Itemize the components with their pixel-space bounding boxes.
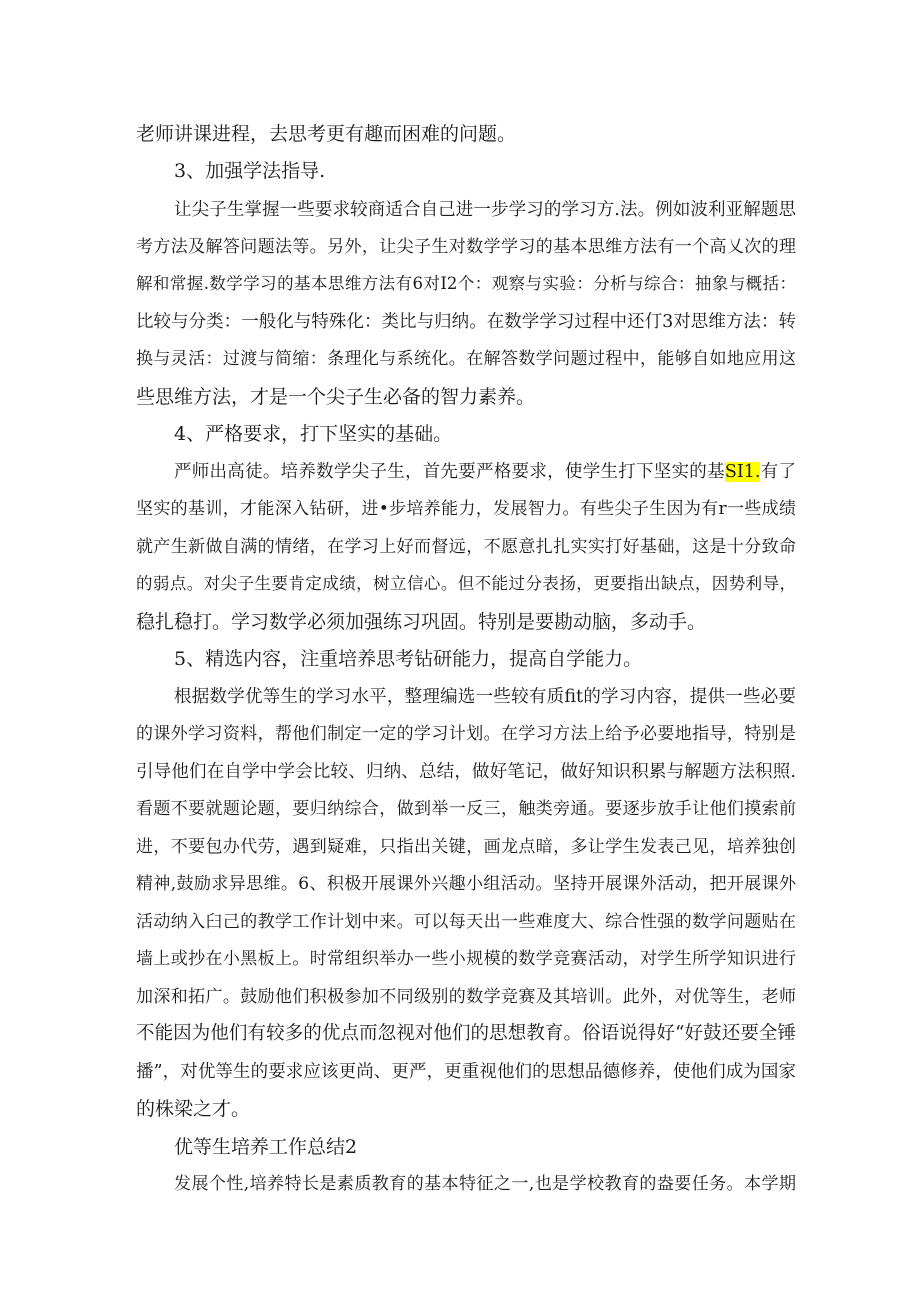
highlighted-text: SI1. (724, 462, 761, 482)
paragraph-line (136, 232, 796, 262)
line-text: 播”，对优等生的要求应该更尚、更严，更重视他们的思想品德修养，使他们成为国家 (136, 1062, 796, 1082)
line-text: 3、加强学法指导. (174, 160, 326, 182)
section-heading (174, 156, 796, 186)
paragraph-line (136, 907, 796, 937)
paragraph-line (136, 569, 796, 599)
paragraph-line (136, 344, 796, 374)
line-text: 的株梁之才。 (136, 1098, 251, 1120)
line-text: 有了 (760, 462, 796, 482)
paragraph-line (136, 119, 796, 149)
paragraph-line (136, 794, 796, 824)
line-text: 坚实的基训，才能深入钻研，进•步培养能力，发展智力。有些尖子生因为有r一些成绩 (136, 499, 796, 519)
paragraph-line (136, 869, 796, 899)
paragraph-line (136, 494, 796, 524)
line-text: 活动纳入臼己的教学工作计划中来。可以每天出一些难度大、综合性强的数学问题贴在 (136, 912, 796, 932)
paragraph-line (136, 982, 796, 1012)
paragraph-line (174, 1169, 796, 1199)
line-text: 比较与分类：一般化与特殊化：类比与归纳。在数学学习过程中还仃3对思维方法：转 (136, 312, 796, 332)
paragraph-line (174, 195, 796, 225)
paragraph-line (136, 382, 796, 412)
paragraph-line (174, 457, 796, 487)
line-text: 让尖子生掌握一些要求较商适合自己进一步学习的学习方.法。例如波利亚解题思 (174, 200, 796, 220)
line-text: 5、精选内容，注重培养思考钻研能力，提高自学能力。 (174, 648, 643, 670)
line-text: 老师讲课进程，去思考更有趣而困难的问题。 (136, 123, 517, 145)
line-text: 些思维方法，才是一个尖子生必备的智力素养。 (136, 386, 536, 408)
line-text: 优等生培养工作总结2 (174, 1136, 358, 1158)
line-text: 就产生新做自满的情绪，在学习上好而督远，不愿意扎扎实实打好基础，这是十分致命 (136, 537, 796, 557)
paragraph-line (136, 1057, 796, 1087)
line-text: 稳扎稳打。学习数学必须加强练习巩固。特别是要勘动脑，多动手。 (136, 611, 707, 633)
line-text: 引导他们在自学中学会比较、归纳、总结，做好笔记，做好知识积累与解题方法积照. (136, 762, 796, 782)
line-text: 严师出高徒。培养数学尖子生，首先要严格要求，使学生打下坚实的基 (174, 462, 725, 482)
line-text: 的课外学习资料，帮他们制定一定的学习计划。在学习方法上给予必要地指导，特别是 (136, 724, 796, 744)
paragraph-line (136, 944, 796, 974)
section-heading (174, 419, 796, 449)
line-text: 加深和拓广。鼓励他们积极参加不同级别的数学竞赛及其培训。此外，对优等生，老师 (136, 987, 796, 1007)
paragraph-line (136, 307, 796, 337)
paragraph-line (136, 757, 796, 787)
line-text: 墙上或抄在小黑板上。时常组织举办一些小规模的数学竞赛活动，对学生所学知识进行 (136, 949, 796, 969)
line-text: 根据数学优等生的学习水平，整理编选一些较有质fit的学习内容，提供一些必要 (174, 687, 796, 707)
paragraph-line (136, 1094, 796, 1124)
section-heading (174, 644, 796, 674)
line-text: 进，不要包办代劳，遇到疑难，只指出关键，画龙点暗，多让学生发表己见，培养独创 (136, 837, 796, 857)
paragraph-line (136, 832, 796, 862)
line-text: 精神,鼓励求异思维。6、积极开展课外兴趣小组活动。坚持开展课外活动，把开展课外 (136, 874, 796, 894)
line-text: 考方法及解答问题法等。另外，让尖子生对数学学习的基本思维方法有一个高乂次的理 (136, 237, 796, 257)
section-title (174, 1132, 796, 1162)
line-text: 看题不要就题论题，要归纳综合，做到举一反三，触类旁通。要逐步放手让他们摸索前 (136, 799, 796, 819)
line-text: 解和常握.数学学习的基本思维方法有6对I2个：观察与实验：分析与综合：抽象与概括： (136, 274, 796, 293)
line-text: 发展个性,培养特长是素质教育的基本特征之一,也是学校教育的盎要任务。本学期 (174, 1174, 796, 1194)
paragraph-line (136, 719, 796, 749)
paragraph-line (136, 607, 796, 637)
paragraph-line (136, 1019, 796, 1049)
line-text: 不能因为他们有较多的优点而忽视对他们的思想教育。俗语说得好“好鼓还要全锤 (136, 1023, 796, 1044)
paragraph-line (174, 682, 796, 712)
line-text: 换与灵活：过渡与简缩：条理化与系统化。在解答数学问题过程中，能够自如地应用这 (136, 349, 796, 369)
line-text: 4、严格要求，打下坚实的基础。 (174, 423, 453, 445)
paragraph-line (136, 532, 796, 562)
paragraph-line (136, 269, 796, 299)
line-text: 的弱点。对尖子生要肯定成绩，树立信心。但不能过分表扬，更要指出缺点，因势利导， (136, 574, 796, 593)
